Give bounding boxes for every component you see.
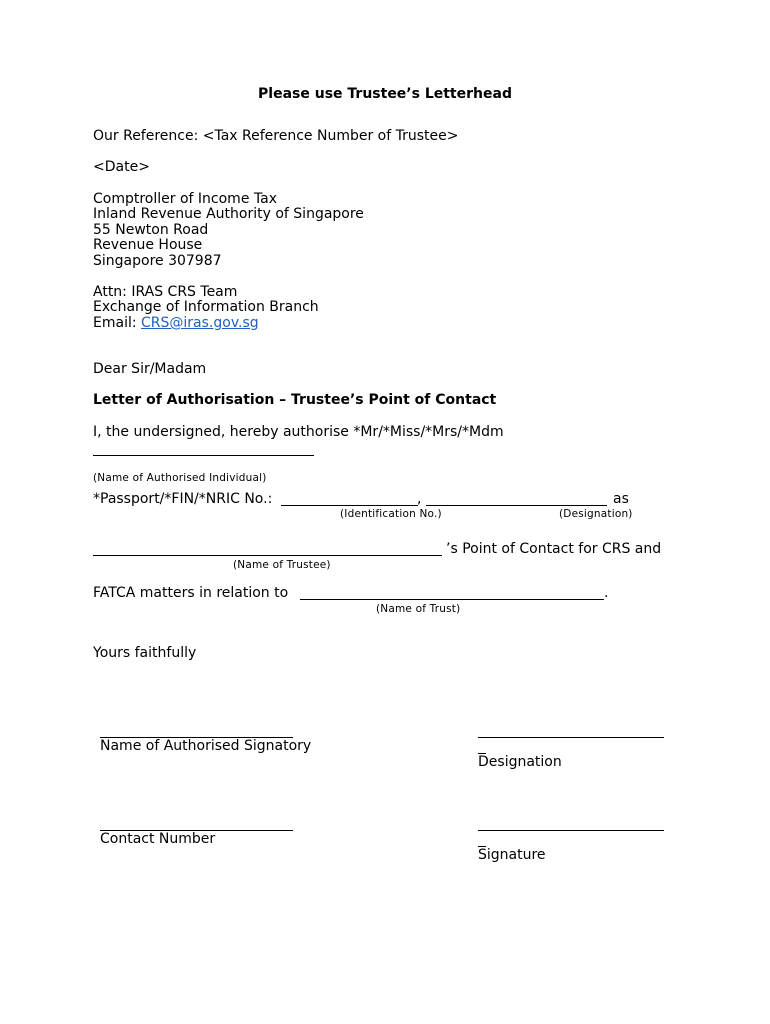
authorised-signatory-label: Name of Authorised Signatory — [100, 738, 312, 754]
identification-number-blank[interactable] — [281, 505, 418, 506]
email-label: Email: — [93, 315, 142, 331]
address-line: Inland Revenue Authority of Singapore — [93, 206, 364, 222]
comma: , — [417, 491, 422, 507]
signature-label: Signature — [478, 847, 546, 863]
identification-caption: (Identification No.) — [340, 508, 442, 520]
authorised-individual-caption: (Name of Authorised Individual) — [93, 472, 267, 484]
address-line: Revenue House — [93, 237, 203, 253]
designation-blank[interactable] — [426, 505, 607, 506]
fatca-text: FATCA matters in relation to — [93, 585, 289, 601]
period: . — [604, 585, 609, 601]
address-line: Singapore 307987 — [93, 253, 222, 269]
letterhead-instruction: Please use Trustee’s Letterhead — [258, 86, 512, 102]
authorised-individual-blank[interactable] — [93, 455, 314, 456]
email-line — [93, 316, 259, 332]
authorise-text: I, the undersigned, hereby authorise *Mr/*Miss/*Mrs/*Mdm — [93, 424, 504, 440]
designation-label: Designation — [478, 754, 562, 770]
contact-number-label: Contact Number — [100, 831, 216, 847]
point-of-contact-text: ’s Point of Contact for CRS and — [446, 541, 662, 557]
trustee-caption: (Name of Trustee) — [233, 559, 331, 571]
as-text: as — [613, 491, 629, 507]
designation-line[interactable] — [478, 737, 664, 738]
address-line: 55 Newton Road — [93, 222, 209, 238]
date-placeholder: <Date> — [93, 159, 150, 175]
trustee-name-blank[interactable] — [93, 555, 442, 556]
attn-team: Attn: IRAS CRS Team — [93, 284, 238, 300]
signature-line[interactable] — [478, 830, 664, 831]
letter-subject: Letter of Authorisation – Trustee’s Point of Contact — [93, 392, 497, 408]
reference-line: Our Reference: <Tax Reference Number of Trustee> — [93, 128, 459, 144]
closing: Yours faithfully — [93, 645, 197, 661]
trust-caption: (Name of Trust) — [376, 603, 461, 615]
designation-caption: (Designation) — [559, 508, 633, 520]
trust-name-blank[interactable] — [300, 599, 604, 600]
email-link[interactable]: CRS@iras.gov.sg — [141, 315, 259, 331]
address-line: Comptroller of Income Tax — [93, 191, 277, 207]
salutation: Dear Sir/Madam — [93, 361, 207, 377]
attn-branch: Exchange of Information Branch — [93, 299, 319, 315]
passport-label: *Passport/*FIN/*NRIC No.: — [93, 491, 273, 507]
